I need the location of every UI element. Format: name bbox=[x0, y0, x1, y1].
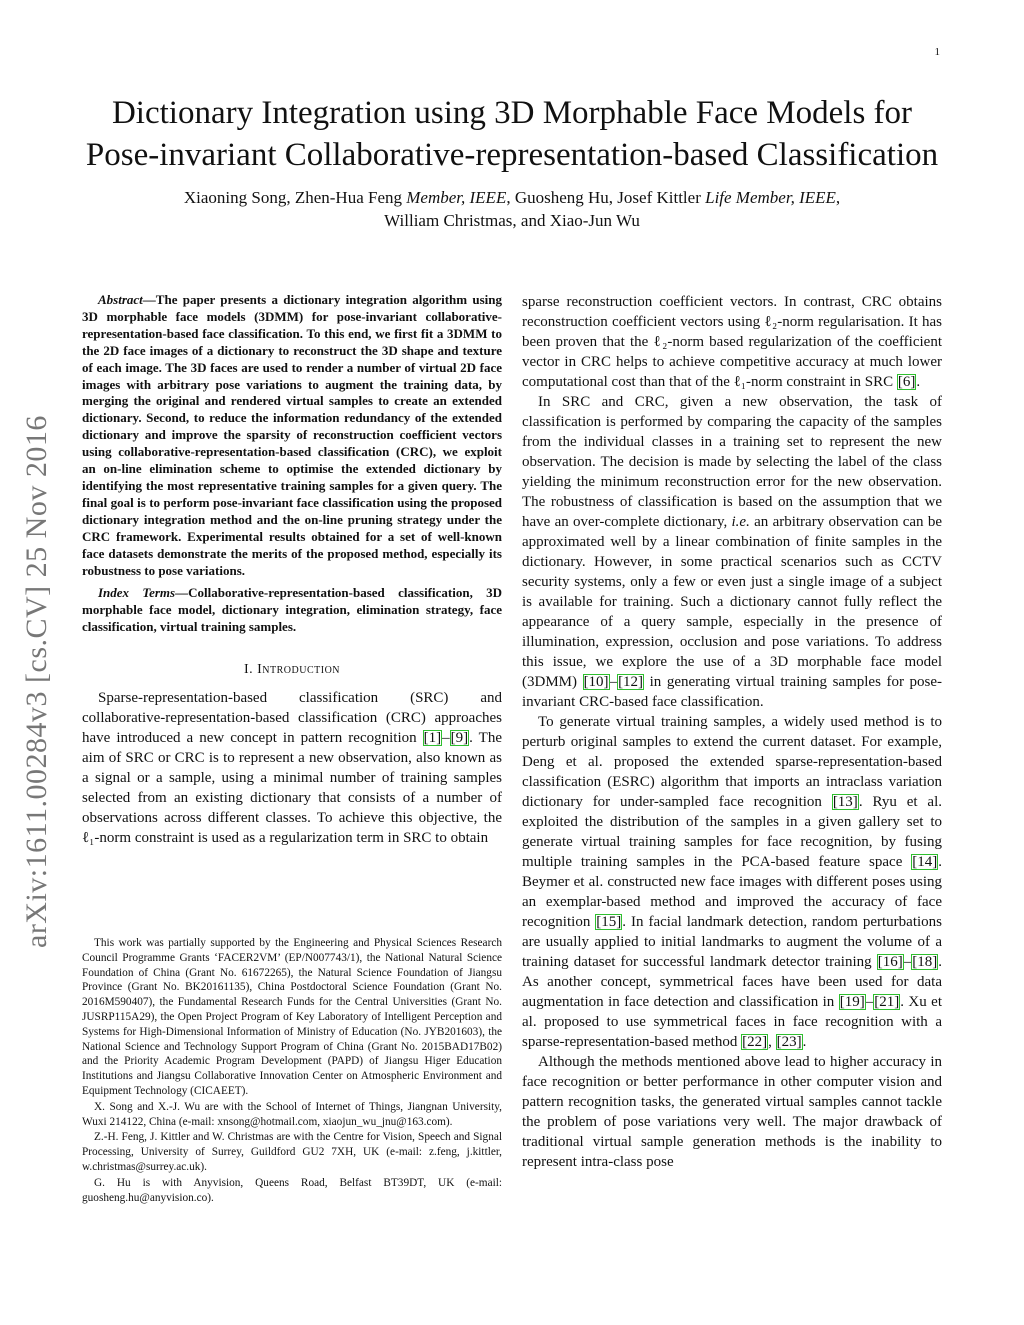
intro-paragraph-4: Although the methods mentioned above lead to higher accuracy in face recognition or better performance in other computer vision and pattern recognition tasks, the generated virtual samples cannot tackle the problem of pose variations very well. The major drawback of traditional virtual sample generation methods is the inability to represent intra-class pose bbox=[522, 1054, 942, 1170]
citation-link[interactable]: [10] bbox=[583, 674, 609, 690]
title-line-2: Pose-invariant Collaborative-representation-based Classification bbox=[85, 137, 939, 173]
text-span: – bbox=[865, 994, 874, 1010]
text-span: in generating virtual training samples for pose-invariant CRC-based face classification. bbox=[522, 674, 943, 710]
text-span: . Xu et al. proposed to use symmetrical faces in face recognition with a sparse-representation-based method bbox=[522, 994, 942, 1050]
text-span: sparse reconstruction coefficient vectors. In contrast, CRC obtains reconstruction coefficient vectors using ℓ₂-norm regularisation. It has been proven that the ℓ₂-norm based regularization of the coefficient vector in CRC helps to achieve competitive accuracy at much lower computational cost than that of the ℓ₁-norm constraint in SRC bbox=[522, 294, 942, 390]
footnote-affiliation-1: X. Song and X.-J. Wu are with the School of Internet of Things, Jiangnan University, Wuxi 214122, China (e-mail: xnsong@hotmail.com, xiaojun_wu_jnu@163.com). bbox=[82, 1100, 502, 1128]
text-span: In SRC and CRC, given a new observation, the task of classification is performed by comparing the capacity of the samples from the individual classes in a training set to represent the new observation. The decision is made by selecting the label of the class yielding the minimum reconstruction error for the new observation. The robustness of classification is based on the assumption that we have an over-complete dictionary, bbox=[522, 394, 942, 530]
abstract-text: —The paper presents a dictionary integration algorithm using 3D morphable face models (3DMM) for pose-invariant collaborative-representation-based face classification. To this end, we first fit a 3DMM to the 2D face images of a dictionary to reconstruct the 3D shape and texture of each image. The 3D faces are used to render a number of virtual 2D face images with arbitrary pose variations to augment the training data, by merging the original and rendered virtual samples to create an extended dictionary. Second, to reduce the information redundancy of the extended dictionary and improve the sparsity of reconstruction coefficient vectors using collaborative-representation-based classification (CRC), we exploit an on-line elimination scheme to optimise the extended dictionary by identifying the most representative training samples for a given query. The final goal is to perform pose-invariant face classification using the proposed dictionary integration method and the on-line pruning strategy under the CRC framework. Experimental results obtained for a set of well-known face datasets demonstrate the merits of the proposed method, especially its robustness to pose variations. bbox=[82, 292, 502, 578]
citation-link[interactable]: [14] bbox=[912, 854, 938, 870]
text-span: Sparse-representation-based classification (SRC) and collaborative-representation-based classification (CRC) approaches have introduced a new concept in pattern recognition bbox=[82, 690, 502, 747]
text-span: – bbox=[903, 954, 912, 970]
citation-link[interactable]: [19] bbox=[839, 994, 865, 1010]
abstract-label: Abstract bbox=[98, 292, 143, 307]
citation-link[interactable]: [18] bbox=[912, 954, 938, 970]
arxiv-stamp: arXiv:1611.00284v3 [cs.CV] 25 Nov 2016 bbox=[20, 415, 53, 948]
text-span: . Ryu et al. exploited the distribution of the samples in a given gallery set to generate virtual training samples for face recognition, by fusing multiple training samples in the PCA-based feature space bbox=[522, 794, 942, 870]
left-column bbox=[82, 292, 502, 848]
citation-link[interactable]: [13] bbox=[832, 794, 858, 810]
author-list bbox=[60, 186, 964, 232]
intro-paragraph-1-cont bbox=[522, 292, 942, 392]
citation-link[interactable]: [9] bbox=[450, 730, 469, 747]
text-span-italic: i.e. bbox=[731, 514, 750, 530]
section-number: I. bbox=[243, 662, 258, 678]
author-names-b: , Guosheng Hu, Josef Kittler bbox=[506, 188, 706, 207]
text-span: . bbox=[916, 374, 921, 390]
citation-link[interactable]: [16] bbox=[877, 954, 903, 970]
citation-link[interactable]: [23] bbox=[776, 1034, 802, 1050]
footnotes bbox=[82, 936, 502, 1206]
author-membership-1: Member, IEEE bbox=[406, 188, 507, 207]
citation-link[interactable]: [6] bbox=[897, 374, 916, 390]
text-span: . As another concept, symmetrical faces have been used for data augmentation in face detection and classification in bbox=[522, 954, 942, 1010]
intro-paragraph-1 bbox=[82, 688, 502, 848]
author-membership-2: Life Member, IEEE bbox=[705, 188, 836, 207]
citation-link[interactable]: [22] bbox=[742, 1034, 768, 1050]
author-names-a: Xiaoning Song, Zhen-Hua Feng bbox=[183, 188, 407, 207]
author-line-2: William Christmas, and Xiao-Jun Wu bbox=[384, 211, 640, 230]
abstract bbox=[82, 292, 502, 579]
index-terms bbox=[82, 585, 502, 636]
index-terms-label: Index Terms bbox=[98, 585, 176, 601]
section-title: Introduction bbox=[257, 662, 341, 678]
text-span: an arbitrary observation can be approximated well by a linear combination of finite samples in the dictionary. However, in some practical scenarios such as CCTV security systems, only a few or even just a single image of a subject is available for training. Such a dictionary cannot fully reflect the appearance of a query sample, especially in the presence of illumination, expression, occlusion and pose variations. To address this issue, we explore the use of a 3D morphable face model (3DMM) bbox=[522, 514, 942, 690]
text-span: – bbox=[442, 730, 450, 747]
text-span: . Beymer et al. constructed new face images with different poses using an exemplar-based method and improved the accuracy of face recognition bbox=[522, 854, 942, 930]
paper-title bbox=[60, 92, 964, 176]
text-span: To generate virtual training samples, a widely used method is to perturb original samples to extend the current dataset. For example, Deng et al. proposed the extended sparse-representation-based classification (ESRC) algorithm that imports an intraclass variation dictionary for under-sampled face recognition bbox=[522, 714, 942, 810]
footnote-affiliation-3: G. Hu is with Anyvision, Queens Road, Belfast BT39DT, UK (e-mail: guosheng.hu@anyvision.co). bbox=[82, 1176, 502, 1204]
citation-link[interactable]: [1] bbox=[423, 730, 442, 747]
text-span: – bbox=[609, 674, 618, 690]
page-number: 1 bbox=[934, 46, 940, 58]
title-line-1: Dictionary Integration using 3D Morphable Face Models for bbox=[111, 95, 913, 131]
author-comma: , bbox=[835, 188, 841, 207]
right-column bbox=[522, 292, 942, 1172]
text-span: . In facial landmark detection, random perturbations are usually applied to initial landmarks to augment the volume of a training dataset for successful landmark detector training bbox=[522, 914, 942, 970]
section-heading-introduction bbox=[82, 662, 502, 678]
citation-link[interactable]: [12] bbox=[618, 674, 644, 690]
intro-paragraph-3 bbox=[522, 712, 942, 1052]
intro-paragraph-2 bbox=[522, 392, 942, 712]
text-span: . The aim of SRC or CRC is to represent a new observation, also known as a signal or a sample, using a minimal number of training samples selected from an existing dictionary that consists of a number of observations across different classes. To achieve this objective, the ℓ₁-norm constraint is used as a regularization term in SRC to obtain bbox=[82, 730, 502, 847]
footnote-affiliation-2: Z.-H. Feng, J. Kittler and W. Christmas are with the Centre for Vision, Speech and Signal Processing, University of Surrey, Guildford GU2 7XH, UK (e-mail: z.feng, j.kittler, w.christmas@surrey.ac.uk). bbox=[82, 1131, 502, 1173]
footnote-funding: This work was partially supported by the Engineering and Physical Sciences Research Council Programme Grants ‘FACER2VM’ (EP/N007743/1), the National Natural Science Foundation of China (Grant No. 61672265), the Natural Science Foundation of Jiangsu Province (Grant No. BK20161135), China Postdoctoral Science Foundation (Grant No. 2016M590407), the Fundamental Research Funds for the Central Universities (Grant No. JUSRP115A29), the Open Project Program of Key Laboratory of Intelligent Perception and Systems for High-Dimensional Information of Ministry of Education (No. JYB201603), the National Science and Technology Support Program of China (Grant No. 2015BAD17B02) and the Priority Academic Program Development (PAPD) of Jiangsu Higer Education Institutions and Jiangsu Collaborative Innovation Center on Atmospheric Environment and Equipment Technology (CICAEET). bbox=[82, 937, 502, 1097]
text-span: , bbox=[768, 1034, 776, 1050]
author-line-1 bbox=[60, 186, 964, 209]
citation-link[interactable]: [15] bbox=[596, 914, 622, 930]
index-terms-text: —Collaborative-representation-based classification, 3D morphable face model, dictionary integration, elimination strategy, face classification, virtual training samples. bbox=[82, 585, 502, 635]
citation-link[interactable]: [21] bbox=[874, 994, 900, 1010]
text-span: . bbox=[802, 1034, 807, 1050]
